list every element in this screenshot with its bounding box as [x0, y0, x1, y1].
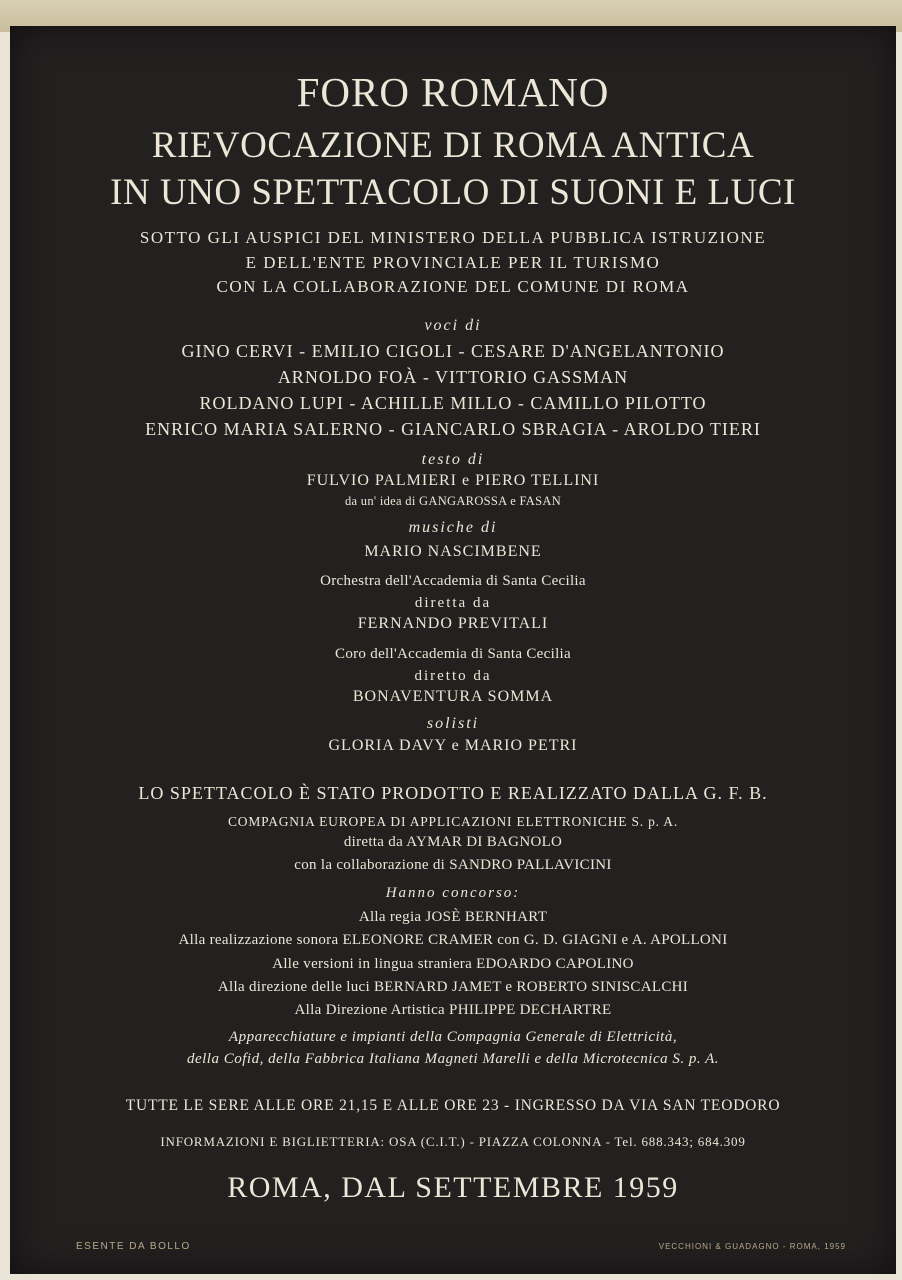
- equipment-line-1: Apparecchiature e impianti della Compagnia Generale di Elettricità,: [228, 1029, 678, 1045]
- info-line: INFORMAZIONI E BIGLIETTERIA: OSA (C.I.T.) - PIAZZA COLONNA - Tel. 688.343; 684.309: [160, 1134, 746, 1149]
- voices-line-1: GINO CERVI - EMILIO CIGOLI - CESARE D'ANGELANTONIO: [181, 341, 725, 361]
- soloists-names: GLORIA DAVY e MARIO PETRI: [328, 737, 578, 754]
- choir-directed-label: diretto da: [414, 668, 492, 684]
- poster-content: [10, 26, 896, 1274]
- subtitle-line-2: IN UNO SPETTACOLO DI SUONI E LUCI: [110, 172, 796, 213]
- dates-line: ROMA, DAL SETTEMBRE 1959: [227, 1171, 679, 1204]
- text-label: testo di: [421, 451, 485, 468]
- poster-title: FORO ROMANO: [296, 69, 610, 115]
- choir-name: Coro dell'Accademia di Santa Cecilia: [335, 646, 571, 662]
- footer-right: VECCHIONI & GUADAGNO - ROMA, 1959: [658, 1242, 846, 1251]
- collaboration-credit: con la collaborazione di SANDRO PALLAVICINI: [294, 857, 612, 873]
- auspices-line-1: SOTTO GLI AUSPICI DEL MINISTERO DELLA PUBBLICA ISTRUZIONE: [139, 228, 767, 247]
- poster: [10, 26, 896, 1274]
- orchestra-name: Orchestra dell'Accademia di Santa Cecilia: [320, 573, 586, 589]
- voices-line-3: ROLDANO LUPI - ACHILLE MILLO - CAMILLO PILOTTO: [199, 393, 707, 413]
- voices-line-2: ARNOLDO FOÀ - VITTORIO GASSMAN: [277, 367, 629, 387]
- auspices-line-2: E DELL'ENTE PROVINCIALE PER IL TURISMO: [245, 253, 661, 272]
- music-author: MARIO NASCIMBENE: [364, 543, 542, 560]
- director-credit: diretta da AYMAR DI BAGNOLO: [343, 834, 563, 850]
- music-label: musiche di: [408, 519, 498, 536]
- contributor-line-5: Alla Direzione Artistica PHILIPPE DECHARTRE: [294, 1002, 612, 1018]
- idea-credit: da un' idea di GANGAROSSA e FASAN: [344, 494, 562, 508]
- subtitle-line-1: RIEVOCAZIONE DI ROMA ANTICA: [151, 125, 755, 166]
- equipment-line-2: della Cofid, della Fabbrica Italiana Magneti Marelli e della Microtecnica S. p. A.: [186, 1051, 720, 1067]
- production-credit: LO SPETTACOLO È STATO PRODOTTO E REALIZZATO DALLA G. F. B.: [138, 783, 768, 803]
- orchestra-conductor: FERNANDO PREVITALI: [357, 615, 549, 632]
- soloists-label: solisti: [426, 715, 480, 732]
- choir-director: BONAVENTURA SOMMA: [352, 688, 554, 705]
- contributor-line-4: Alla direzione delle luci BERNARD JAMET e ROBERTO SINISCALCHI: [217, 979, 689, 995]
- schedule-line: TUTTE LE SERE ALLE ORE 21,15 E ALLE ORE 23 - INGRESSO DA VIA SAN TEODORO: [125, 1097, 781, 1114]
- voices-label: voci di: [424, 317, 482, 334]
- orchestra-directed-label: diretta da: [414, 595, 492, 611]
- contributor-line-2: Alla realizzazione sonora ELEONORE CRAMER con G. D. GIAGNI e A. APOLLONI: [178, 932, 728, 948]
- contributor-line-3: Alle versioni in lingua straniera EDOARDO CAPOLINO: [272, 956, 634, 972]
- auspices-line-3: CON LA COLLABORAZIONE DEL COMUNE DI ROMA: [216, 277, 690, 296]
- contributor-line-1: Alla regia JOSÈ BERNHART: [358, 909, 548, 925]
- company-name: COMPAGNIA EUROPEA DI APPLICAZIONI ELETTRONICHE S. p. A.: [227, 814, 679, 829]
- contributors-label: Hanno concorso:: [385, 885, 521, 901]
- footer-left: ESENTE DA BOLLO: [76, 1241, 191, 1252]
- voices-line-4: ENRICO MARIA SALERNO - GIANCARLO SBRAGIA - AROLDO TIERI: [145, 419, 761, 439]
- text-authors: FULVIO PALMIERI e PIERO TELLINI: [306, 472, 600, 489]
